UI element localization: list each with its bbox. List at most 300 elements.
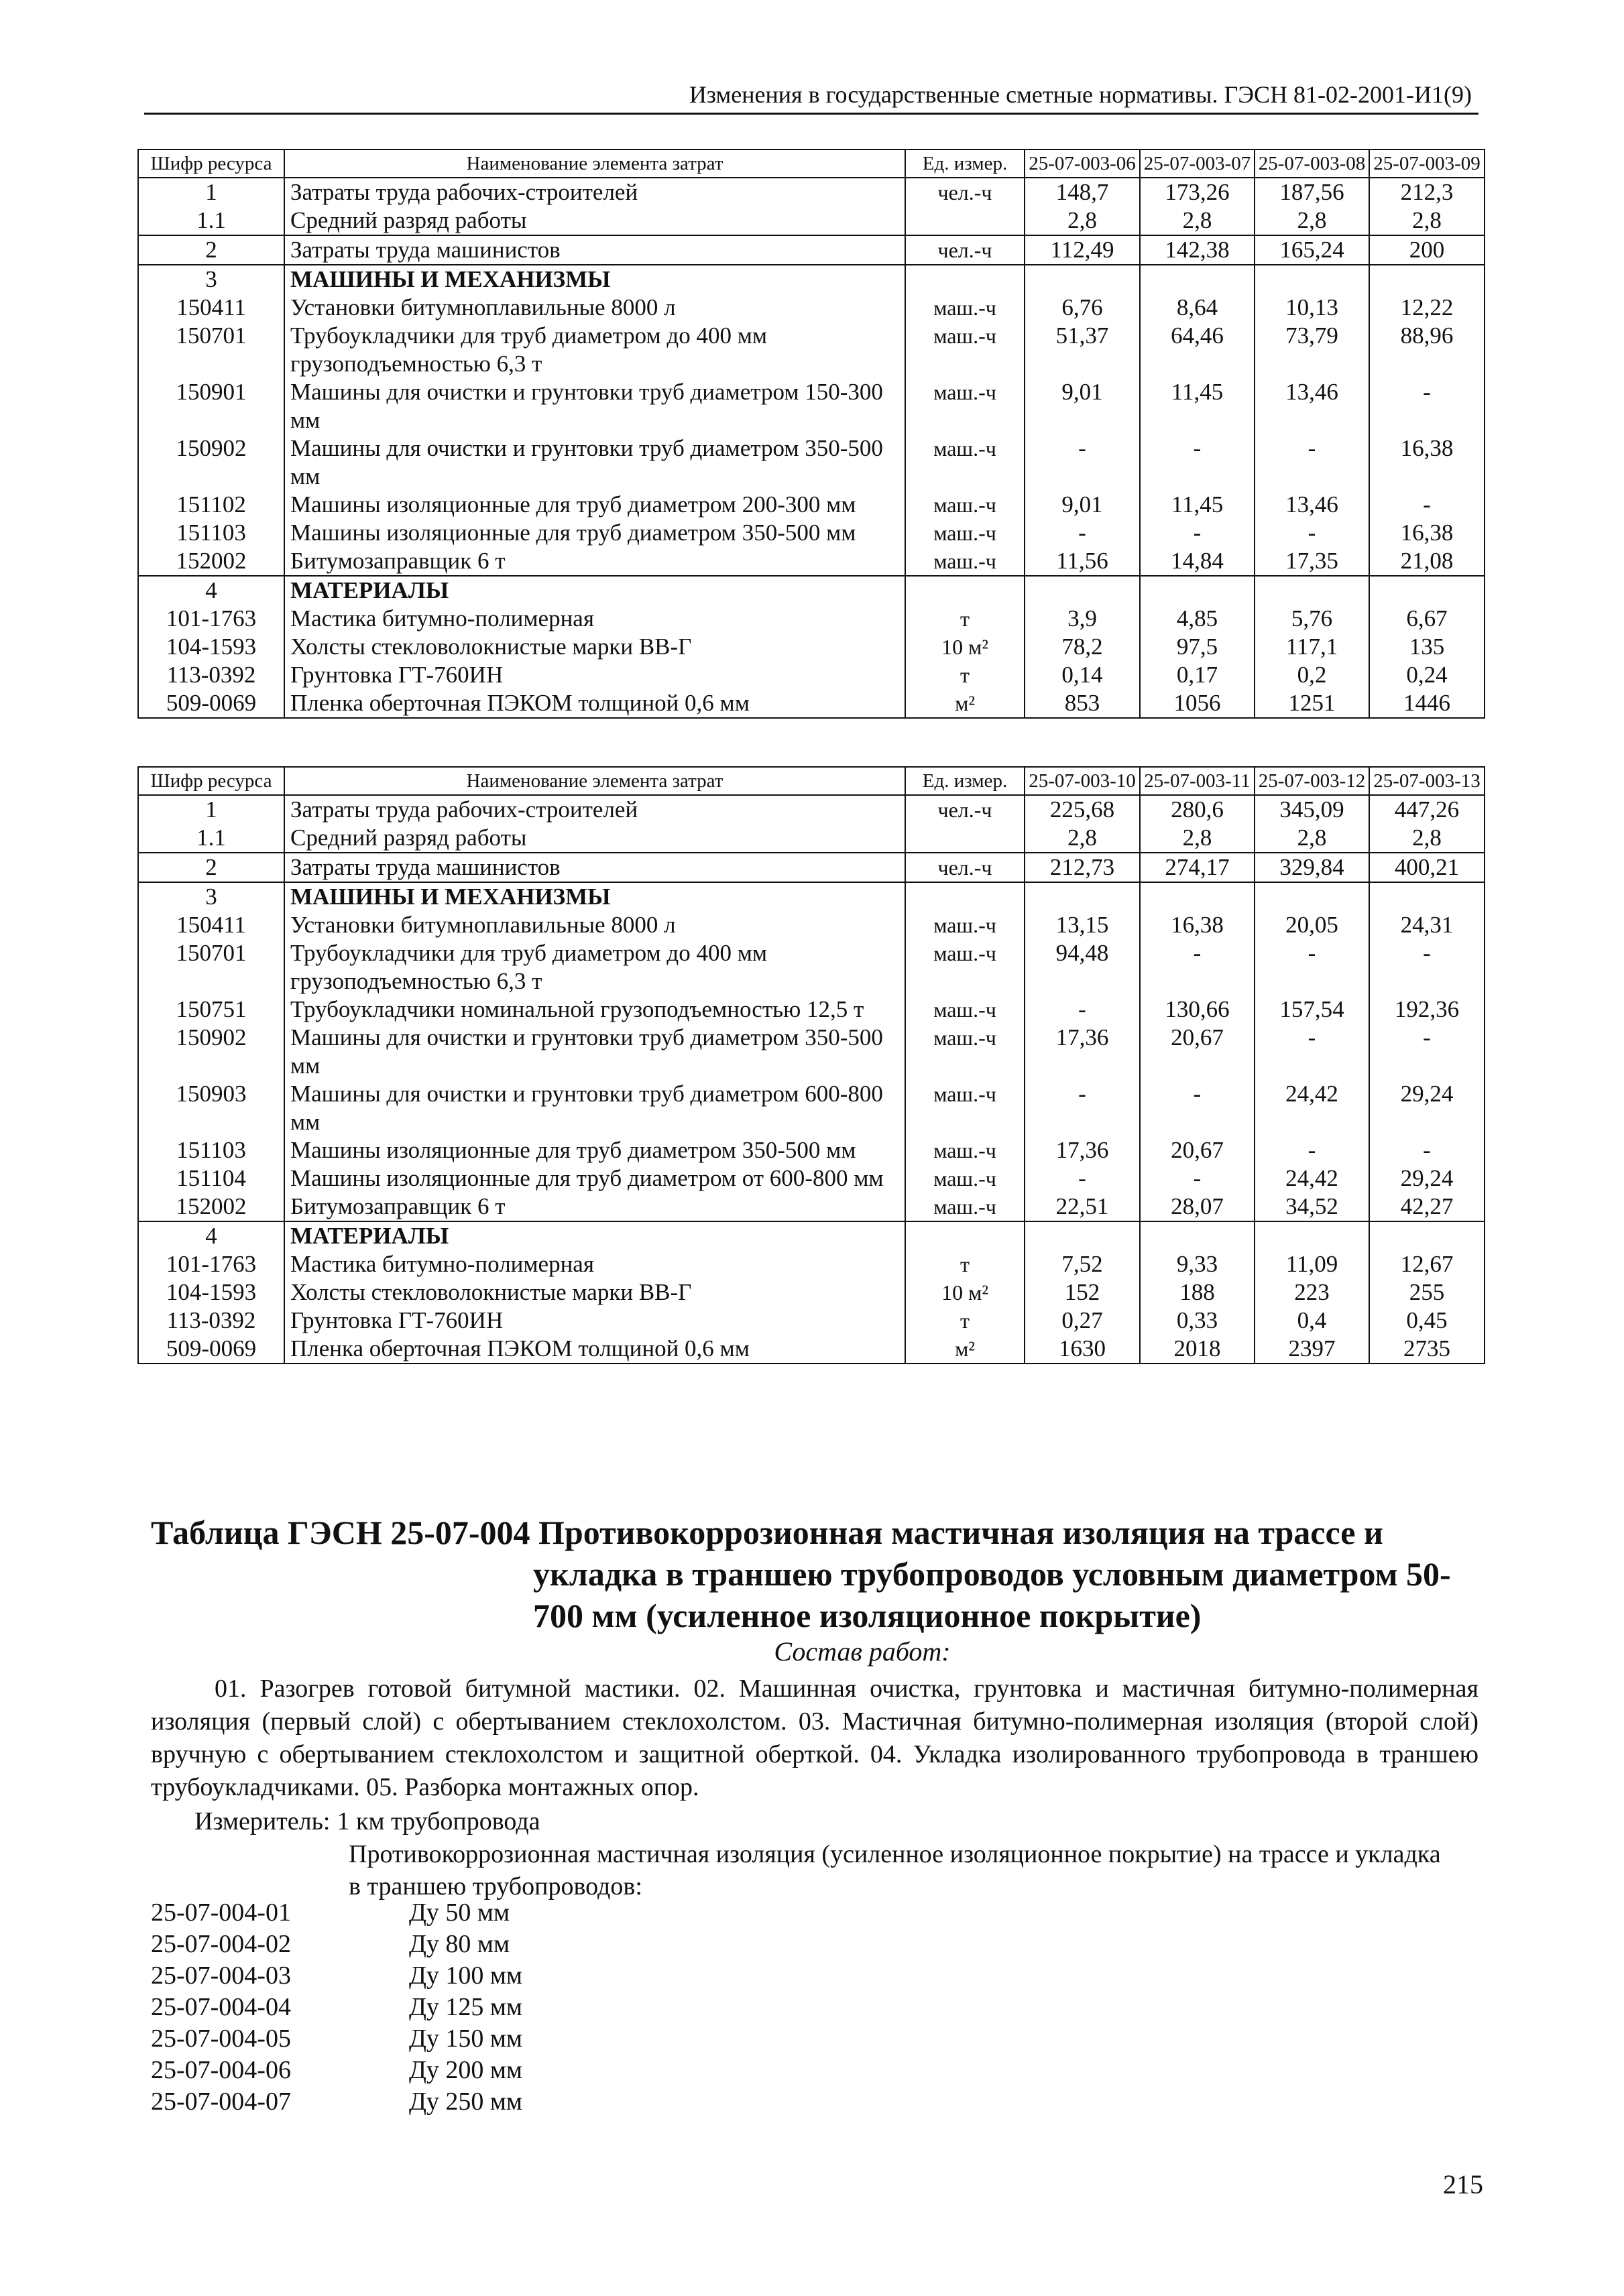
unit-cell — [905, 576, 1025, 605]
value-cell: 24,31 — [1369, 911, 1485, 939]
value-cell: 212,3 — [1369, 178, 1485, 206]
value-cell: 152 — [1025, 1278, 1140, 1307]
value-cell: 17,36 — [1025, 1024, 1140, 1080]
value-cell: 11,45 — [1140, 378, 1255, 434]
table-row — [138, 1278, 1485, 1307]
value-cell: 0,17 — [1140, 661, 1255, 689]
col-header-norm: 25-07-003-06 — [1025, 149, 1140, 178]
unit-cell: маш.-ч — [905, 519, 1025, 547]
table-row — [138, 661, 1485, 689]
value-cell: 0,4 — [1255, 1307, 1369, 1335]
resource-name-cell: Машины изоляционные для труб диаметром 200-300 мм — [284, 491, 905, 519]
table-header-row — [138, 149, 1485, 178]
value-cell: 0,45 — [1369, 1307, 1485, 1335]
resource-name-cell: Машины для очистки и грунтовки труб диаметром 600-800 мм — [284, 1080, 905, 1136]
col-header-norm: 25-07-003-07 — [1140, 149, 1255, 178]
resource-table-2 — [137, 766, 1485, 1364]
resource-name-cell: МАШИНЫ И МЕХАНИЗМЫ — [284, 265, 905, 294]
unit-cell: т — [905, 605, 1025, 633]
value-cell: 4,85 — [1140, 605, 1255, 633]
value-cell: 20,05 — [1255, 911, 1369, 939]
resource-name-cell: Машины изоляционные для труб диаметром от 600-800 мм — [284, 1164, 905, 1193]
resource-code-cell: 150701 — [138, 322, 284, 378]
norm-code-item — [151, 1960, 522, 1992]
norm-group-description: Противокоррозионная мастичная изоляция (усиленное изоляционное покрытие) на трассе и укладка в траншею трубопроводов: — [349, 1840, 1441, 1900]
value-cell: 2,8 — [1025, 206, 1140, 235]
norm-code: 25-07-004-05 — [151, 2025, 291, 2053]
section-title-line-2: укладка в траншею трубопроводов условным диаметром 50-700 мм (усиленное изоляционное покрытие) — [533, 1555, 1451, 1634]
value-cell: - — [1255, 1024, 1369, 1080]
value-cell: 13,46 — [1255, 378, 1369, 434]
table-row — [138, 491, 1485, 519]
value-cell — [1025, 265, 1140, 294]
norm-code-item — [151, 1897, 522, 1929]
value-cell: - — [1140, 939, 1255, 995]
value-cell: 73,79 — [1255, 322, 1369, 378]
value-cell: 24,42 — [1255, 1164, 1369, 1193]
value-cell: 10,13 — [1255, 294, 1369, 322]
value-cell: 447,26 — [1369, 795, 1485, 824]
table-row — [138, 1221, 1485, 1250]
value-cell: - — [1255, 939, 1369, 995]
value-cell: 853 — [1025, 689, 1140, 718]
unit-cell: маш.-ч — [905, 911, 1025, 939]
value-cell: 17,36 — [1025, 1136, 1140, 1164]
value-cell — [1369, 576, 1485, 605]
value-cell — [1140, 265, 1255, 294]
resource-name-cell: Машины изоляционные для труб диаметром 350-500 мм — [284, 519, 905, 547]
norm-code: 25-07-004-07 — [151, 2088, 291, 2116]
unit-cell — [905, 1221, 1025, 1250]
value-cell: 165,24 — [1255, 235, 1369, 265]
resource-code-cell: 151103 — [138, 519, 284, 547]
norm-codes-list — [151, 1897, 522, 2118]
value-cell — [1255, 265, 1369, 294]
norm-code-description: Ду 80 мм — [409, 1930, 510, 1958]
table-row — [138, 995, 1485, 1024]
value-cell — [1140, 576, 1255, 605]
value-cell: 20,67 — [1140, 1136, 1255, 1164]
norm-code-description: Ду 200 мм — [409, 2056, 523, 2084]
value-cell: 6,76 — [1025, 294, 1140, 322]
value-cell: 11,45 — [1140, 491, 1255, 519]
table-row — [138, 547, 1485, 576]
resource-name-cell: Мастика битумно-полимерная — [284, 1250, 905, 1278]
table-row — [138, 206, 1485, 235]
value-cell: 16,38 — [1369, 434, 1485, 491]
col-header-norm: 25-07-003-09 — [1369, 149, 1485, 178]
table-row — [138, 1335, 1485, 1364]
value-cell: 3,9 — [1025, 605, 1140, 633]
value-cell: 11,56 — [1025, 547, 1140, 576]
col-header-code: Шифр ресурса — [138, 767, 284, 795]
unit-cell: маш.-ч — [905, 294, 1025, 322]
value-cell: 17,35 — [1255, 547, 1369, 576]
value-cell: 2,8 — [1025, 824, 1140, 853]
value-cell — [1255, 882, 1369, 911]
resource-code-cell: 152002 — [138, 1193, 284, 1221]
norm-code-item — [151, 1929, 522, 1960]
resource-name-cell: Затраты труда рабочих-строителей — [284, 178, 905, 206]
value-cell: 51,37 — [1025, 322, 1140, 378]
norm-code-item — [151, 2055, 522, 2086]
value-cell: - — [1025, 995, 1140, 1024]
unit-cell: чел.-ч — [905, 178, 1025, 206]
value-cell: 7,52 — [1025, 1250, 1140, 1278]
value-cell — [1025, 1221, 1140, 1250]
unit-cell: 10 м² — [905, 633, 1025, 661]
value-cell: 0,2 — [1255, 661, 1369, 689]
value-cell: 12,22 — [1369, 294, 1485, 322]
table-row — [138, 235, 1485, 265]
resource-code-cell: 150902 — [138, 434, 284, 491]
value-cell: 64,46 — [1140, 322, 1255, 378]
value-cell: 94,48 — [1025, 939, 1140, 995]
resource-name-cell: Пленка оберточная ПЭКОМ толщиной 0,6 мм — [284, 1335, 905, 1364]
value-cell: 1056 — [1140, 689, 1255, 718]
resource-name-cell: Установки битумноплавильные 8000 л — [284, 294, 905, 322]
norm-code: 25-07-004-06 — [151, 2056, 291, 2084]
value-cell: 0,14 — [1025, 661, 1140, 689]
value-cell: 187,56 — [1255, 178, 1369, 206]
unit-cell — [905, 265, 1025, 294]
table-row — [138, 1136, 1485, 1164]
unit-cell — [905, 206, 1025, 235]
table-row — [138, 853, 1485, 882]
col-header-norm: 25-07-003-12 — [1255, 767, 1369, 795]
value-cell: 2397 — [1255, 1335, 1369, 1364]
value-cell: 130,66 — [1140, 995, 1255, 1024]
resource-name-cell: Грунтовка ГТ-760ИН — [284, 661, 905, 689]
resource-code-cell: 1.1 — [138, 206, 284, 235]
resource-name-cell: Затраты труда машинистов — [284, 235, 905, 265]
table-row — [138, 378, 1485, 434]
value-cell: 188 — [1140, 1278, 1255, 1307]
value-cell: 225,68 — [1025, 795, 1140, 824]
unit-cell: маш.-ч — [905, 939, 1025, 995]
value-cell: 2735 — [1369, 1335, 1485, 1364]
table-row — [138, 689, 1485, 718]
value-cell — [1025, 576, 1140, 605]
resource-code-cell: 150411 — [138, 294, 284, 322]
value-cell: - — [1025, 519, 1140, 547]
col-header-unit: Ед. измер. — [905, 767, 1025, 795]
norm-code-description: Ду 150 мм — [409, 2025, 523, 2053]
resource-name-cell: Средний разряд работы — [284, 824, 905, 853]
resource-name-cell: Холсты стекловолокнистые марки ВВ-Г — [284, 633, 905, 661]
value-cell — [1369, 882, 1485, 911]
resource-code-cell: 2 — [138, 853, 284, 882]
table-row — [138, 605, 1485, 633]
resource-code-cell: 1 — [138, 178, 284, 206]
value-cell: 157,54 — [1255, 995, 1369, 1024]
resource-name-cell: Установки битумноплавильные 8000 л — [284, 911, 905, 939]
col-header-code: Шифр ресурса — [138, 149, 284, 178]
unit-cell: т — [905, 1307, 1025, 1335]
value-cell: - — [1140, 519, 1255, 547]
col-header-unit: Ед. измер. — [905, 149, 1025, 178]
value-cell: - — [1369, 939, 1485, 995]
value-cell: - — [1255, 1136, 1369, 1164]
value-cell: 29,24 — [1369, 1080, 1485, 1136]
resource-code-cell: 150901 — [138, 378, 284, 434]
resource-name-cell: Затраты труда рабочих-строителей — [284, 795, 905, 824]
value-cell: 0,33 — [1140, 1307, 1255, 1335]
resource-name-cell: Трубоукладчики номинальной грузоподъемностью 12,5 т — [284, 995, 905, 1024]
norm-code: 25-07-004-04 — [151, 1993, 291, 2021]
works-description: 01. Разогрев готовой битумной мастики. 02. Машинная очистка, грунтовка и мастичная битумно-полимерная изоляция (первый слой) с обертыванием стеклохолстом. 03. Мастичная битумно-полимерная изоляция (второй слой) вручную с обертыванием стеклохолстом и защитной оберткой. 04. Укладка изолированного трубопровода в траншею трубоукладчиками. 05. Разборка монтажных опор. — [151, 1675, 1478, 1801]
table-row — [138, 265, 1485, 294]
section-title — [151, 1512, 1478, 1636]
unit-cell: чел.-ч — [905, 235, 1025, 265]
resource-code-cell: 150902 — [138, 1024, 284, 1080]
table-row — [138, 1307, 1485, 1335]
resource-code-cell: 150903 — [138, 1080, 284, 1136]
resource-code-cell: 101-1763 — [138, 1250, 284, 1278]
value-cell: 16,38 — [1140, 911, 1255, 939]
value-cell: 255 — [1369, 1278, 1485, 1307]
value-cell: 2018 — [1140, 1335, 1255, 1364]
value-cell: - — [1025, 1164, 1140, 1193]
table-row — [138, 824, 1485, 853]
unit-cell: маш.-ч — [905, 491, 1025, 519]
col-header-norm: 25-07-003-11 — [1140, 767, 1255, 795]
table-row — [138, 1164, 1485, 1193]
value-cell: 212,73 — [1025, 853, 1140, 882]
value-cell: 329,84 — [1255, 853, 1369, 882]
value-cell: 20,67 — [1140, 1024, 1255, 1080]
resource-code-cell: 4 — [138, 576, 284, 605]
resource-name-cell: Машины для очистки и грунтовки труб диаметром 350-500 мм — [284, 1024, 905, 1080]
resource-code-cell: 113-0392 — [138, 661, 284, 689]
unit-cell: маш.-ч — [905, 995, 1025, 1024]
table-row — [138, 434, 1485, 491]
table-header-row — [138, 767, 1485, 795]
norm-code-item — [151, 2023, 522, 2055]
value-cell: - — [1140, 1080, 1255, 1136]
value-cell: 2,8 — [1369, 824, 1485, 853]
resource-code-cell: 509-0069 — [138, 689, 284, 718]
resource-name-cell: Пленка оберточная ПЭКОМ толщиной 0,6 мм — [284, 689, 905, 718]
resource-code-cell: 151102 — [138, 491, 284, 519]
table-row — [138, 1080, 1485, 1136]
table-row — [138, 322, 1485, 378]
value-cell: 78,2 — [1025, 633, 1140, 661]
value-cell: 223 — [1255, 1278, 1369, 1307]
resource-code-cell: 151103 — [138, 1136, 284, 1164]
table-row — [138, 882, 1485, 911]
table-row — [138, 178, 1485, 206]
measure-label: Измеритель: — [194, 1807, 331, 1835]
resource-code-cell: 152002 — [138, 547, 284, 576]
resource-code-cell: 150411 — [138, 911, 284, 939]
value-cell: - — [1369, 1136, 1485, 1164]
resource-code-cell: 1 — [138, 795, 284, 824]
resource-name-cell: Машины для очистки и грунтовки труб диаметром 150-300 мм — [284, 378, 905, 434]
page-number: 215 — [1443, 2169, 1483, 2199]
norm-code-item — [151, 1992, 522, 2023]
section-title-line-1: Таблица ГЭСН 25-07-004 Противокоррозионная мастичная изоляция на трассе и — [151, 1514, 1383, 1551]
col-header-name: Наименование элемента затрат — [284, 767, 905, 795]
norm-code: 25-07-004-03 — [151, 1961, 291, 1990]
value-cell: 9,01 — [1025, 378, 1140, 434]
value-cell: - — [1255, 519, 1369, 547]
running-header-text: Изменения в государственные сметные нормативы. ГЭСН 81-02-2001-И1(9) — [689, 81, 1472, 108]
table-row — [138, 911, 1485, 939]
value-cell: - — [1140, 434, 1255, 491]
norm-code-item — [151, 2086, 522, 2118]
resource-code-cell: 104-1593 — [138, 1278, 284, 1307]
value-cell: 6,67 — [1369, 605, 1485, 633]
col-header-norm: 25-07-003-08 — [1255, 149, 1369, 178]
value-cell: 2,8 — [1140, 206, 1255, 235]
value-cell: 0,24 — [1369, 661, 1485, 689]
value-cell: 13,46 — [1255, 491, 1369, 519]
resource-name-cell: Грунтовка ГТ-760ИН — [284, 1307, 905, 1335]
norm-code: 25-07-004-01 — [151, 1898, 291, 1927]
measure-value: 1 км трубопровода — [337, 1807, 540, 1835]
value-cell: 0,27 — [1025, 1307, 1140, 1335]
resource-code-cell: 1.1 — [138, 824, 284, 853]
table-row — [138, 1193, 1485, 1221]
value-cell: 21,08 — [1369, 547, 1485, 576]
value-cell: 8,64 — [1140, 294, 1255, 322]
value-cell: 192,36 — [1369, 995, 1485, 1024]
value-cell: - — [1025, 434, 1140, 491]
value-cell: - — [1255, 434, 1369, 491]
norm-code-description: Ду 100 мм — [409, 1961, 523, 1990]
value-cell: 29,24 — [1369, 1164, 1485, 1193]
resource-name-cell: МАТЕРИАЛЫ — [284, 576, 905, 605]
value-cell: 2,8 — [1140, 824, 1255, 853]
unit-cell: маш.-ч — [905, 1136, 1025, 1164]
works-label — [0, 1636, 1624, 1667]
resource-code-cell: 509-0069 — [138, 1335, 284, 1364]
table-row — [138, 939, 1485, 995]
value-cell: - — [1369, 1024, 1485, 1080]
value-cell — [1369, 1221, 1485, 1250]
value-cell: 5,76 — [1255, 605, 1369, 633]
col-header-name: Наименование элемента затрат — [284, 149, 905, 178]
table-row — [138, 294, 1485, 322]
value-cell — [1255, 576, 1369, 605]
value-cell: 117,1 — [1255, 633, 1369, 661]
col-header-norm: 25-07-003-13 — [1369, 767, 1485, 795]
value-cell: 345,09 — [1255, 795, 1369, 824]
value-cell: 9,33 — [1140, 1250, 1255, 1278]
table-row — [138, 519, 1485, 547]
value-cell: 24,42 — [1255, 1080, 1369, 1136]
unit-cell: т — [905, 661, 1025, 689]
value-cell: 88,96 — [1369, 322, 1485, 378]
value-cell: 9,01 — [1025, 491, 1140, 519]
unit-cell: маш.-ч — [905, 1080, 1025, 1136]
value-cell: 135 — [1369, 633, 1485, 661]
unit-cell: маш.-ч — [905, 1024, 1025, 1080]
value-cell: 274,17 — [1140, 853, 1255, 882]
value-cell — [1025, 882, 1140, 911]
resource-name-cell: Битумозаправщик 6 т — [284, 547, 905, 576]
value-cell: 42,27 — [1369, 1193, 1485, 1221]
value-cell: 142,38 — [1140, 235, 1255, 265]
table-row — [138, 1250, 1485, 1278]
unit-cell: маш.-ч — [905, 378, 1025, 434]
unit-cell: маш.-ч — [905, 1193, 1025, 1221]
resource-name-cell: Машины для очистки и грунтовки труб диаметром 350-500 мм — [284, 434, 905, 491]
unit-cell: м² — [905, 1335, 1025, 1364]
value-cell: 34,52 — [1255, 1193, 1369, 1221]
works-label-text: Состав работ: — [774, 1636, 951, 1667]
resource-table-1 — [137, 149, 1485, 719]
resource-name-cell: Трубоукладчики для труб диаметром до 400 мм грузоподъемностью 6,3 т — [284, 322, 905, 378]
unit-cell: маш.-ч — [905, 1164, 1025, 1193]
table-row — [138, 1024, 1485, 1080]
resource-code-cell: 150751 — [138, 995, 284, 1024]
norm-code-description: Ду 250 мм — [409, 2088, 523, 2116]
resource-code-cell: 3 — [138, 882, 284, 911]
norm-code: 25-07-004-02 — [151, 1930, 291, 1958]
unit-cell: чел.-ч — [905, 853, 1025, 882]
value-cell: 12,67 — [1369, 1250, 1485, 1278]
resource-name-cell: Машины изоляционные для труб диаметром 350-500 мм — [284, 1136, 905, 1164]
resource-code-cell: 3 — [138, 265, 284, 294]
value-cell: - — [1025, 1080, 1140, 1136]
unit-cell: 10 м² — [905, 1278, 1025, 1307]
resource-code-cell: 4 — [138, 1221, 284, 1250]
unit-cell: маш.-ч — [905, 434, 1025, 491]
value-cell: 97,5 — [1140, 633, 1255, 661]
measure-line — [194, 1807, 540, 1836]
resource-name-cell: Холсты стекловолокнистые марки ВВ-Г — [284, 1278, 905, 1307]
resource-name-cell: МАШИНЫ И МЕХАНИЗМЫ — [284, 882, 905, 911]
unit-cell: т — [905, 1250, 1025, 1278]
resource-name-cell: Трубоукладчики для труб диаметром до 400 мм грузоподъемностью 6,3 т — [284, 939, 905, 995]
value-cell: 1630 — [1025, 1335, 1140, 1364]
value-cell: 11,09 — [1255, 1250, 1369, 1278]
value-cell: 1251 — [1255, 689, 1369, 718]
value-cell: 2,8 — [1255, 206, 1369, 235]
value-cell: 22,51 — [1025, 1193, 1140, 1221]
resource-name-cell: Битумозаправщик 6 т — [284, 1193, 905, 1221]
norm-code-description: Ду 50 мм — [409, 1898, 510, 1927]
resource-name-cell: Затраты труда машинистов — [284, 853, 905, 882]
value-cell: 280,6 — [1140, 795, 1255, 824]
unit-cell: чел.-ч — [905, 795, 1025, 824]
resource-code-cell: 151104 — [138, 1164, 284, 1193]
value-cell: 1446 — [1369, 689, 1485, 718]
value-cell: - — [1369, 378, 1485, 434]
resource-name-cell: Средний разряд работы — [284, 206, 905, 235]
resource-code-cell: 2 — [138, 235, 284, 265]
unit-cell — [905, 824, 1025, 853]
resource-code-cell: 101-1763 — [138, 605, 284, 633]
resource-code-cell: 113-0392 — [138, 1307, 284, 1335]
value-cell: 148,7 — [1025, 178, 1140, 206]
value-cell — [1140, 1221, 1255, 1250]
value-cell: 16,38 — [1369, 519, 1485, 547]
value-cell: 2,8 — [1369, 206, 1485, 235]
value-cell: 13,15 — [1025, 911, 1140, 939]
resource-code-cell: 104-1593 — [138, 633, 284, 661]
value-cell — [1369, 265, 1485, 294]
value-cell: - — [1140, 1164, 1255, 1193]
value-cell: 2,8 — [1255, 824, 1369, 853]
value-cell — [1140, 882, 1255, 911]
unit-cell — [905, 882, 1025, 911]
table-row — [138, 795, 1485, 824]
unit-cell: м² — [905, 689, 1025, 718]
value-cell: 173,26 — [1140, 178, 1255, 206]
